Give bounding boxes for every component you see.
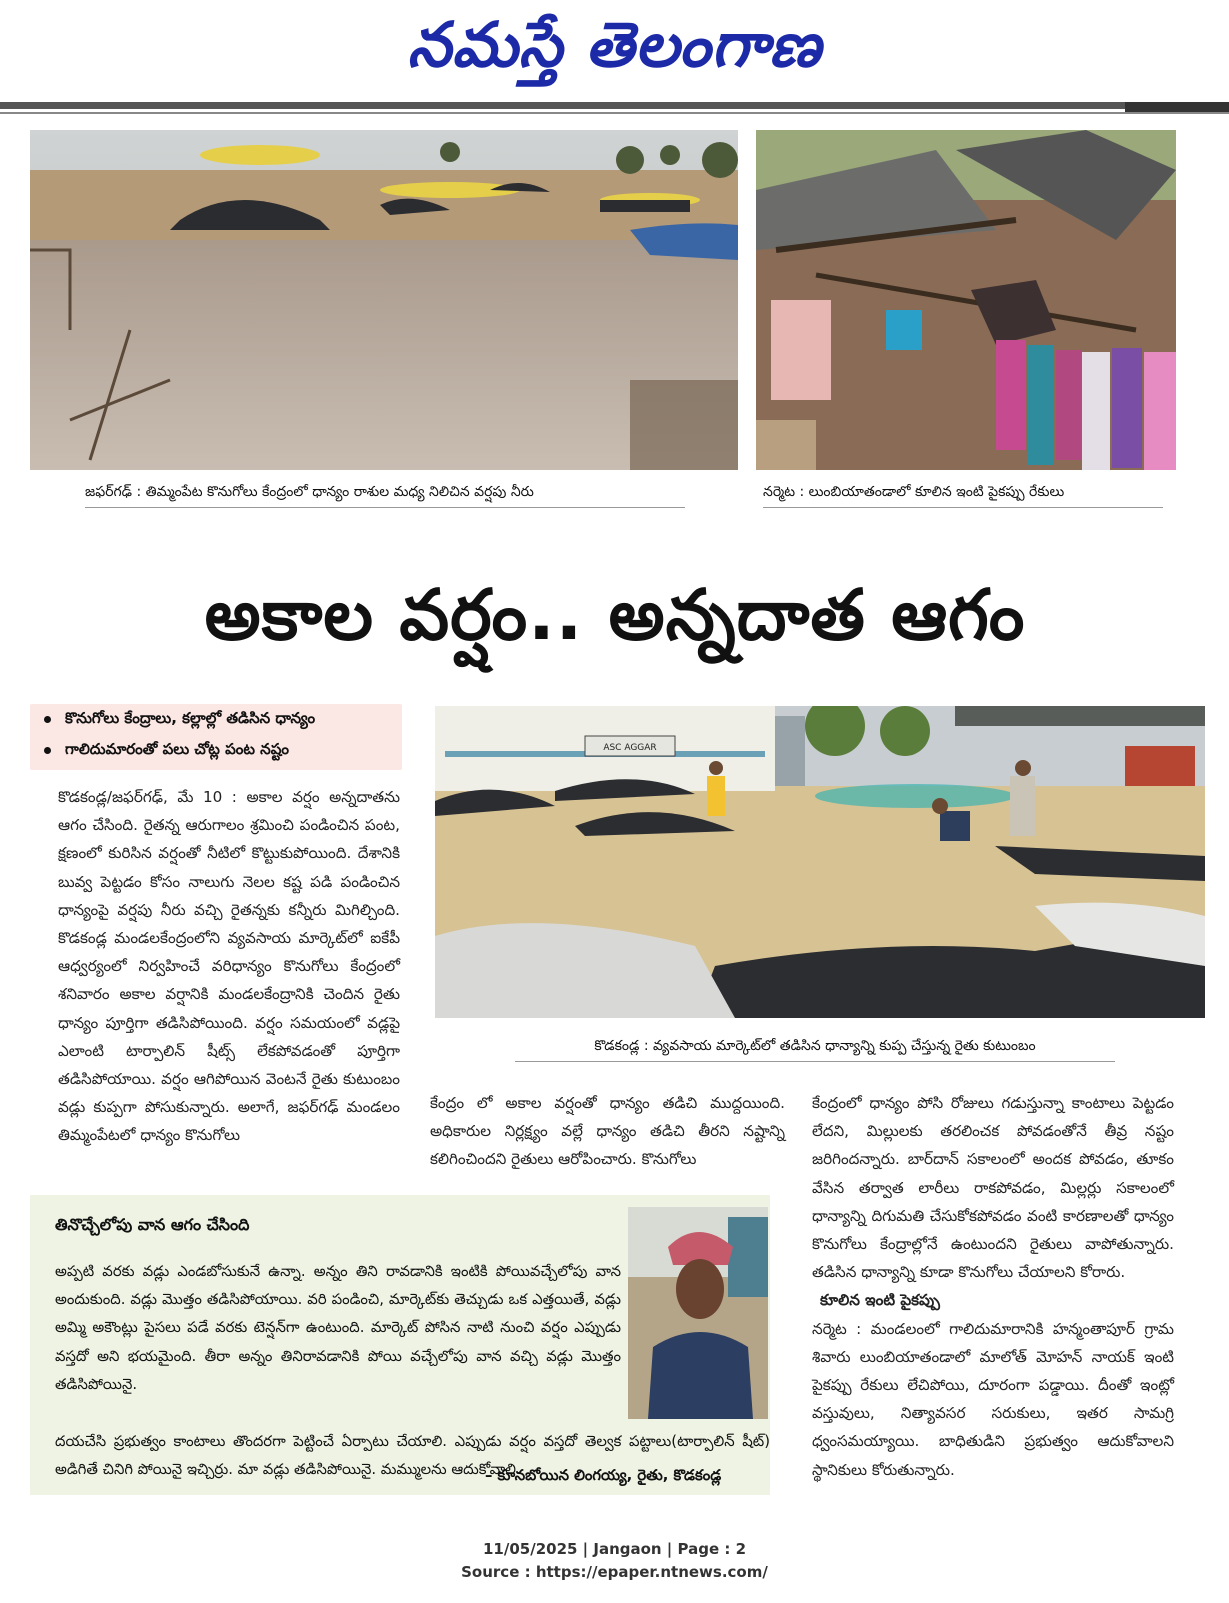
farmer-quote-text-1: అప్పటి వరకు వడ్లు ఎండబోసుకునే ఉన్నా. అన్నం తిని రావడానికి ఇంటికి పోయివచ్చేలోపు వాన అందుకుంది. వడ్లు మొత్తం తడిసిపోయాయి. వరి పండించి, మార్కెట్‌కు తెచ్చుడు ఒక ఎత్తయితే, వడ్లు అమ్మి అకౌంట్లు పైసలు పడే వరకు టెన్షన్‌గా ఉంటుంది. మార్కెట్‌ పోసిన నాటి నుంచి వర్షం ఎప్పుడు వస్తదో అని భయమైంది. తీరా అన్నం తినిరావడానికి పోయి వచ్చేలోపు వాన వచ్చి వడ్లు మొత్తం తడిసిపోయినై.	[55, 1263, 621, 1393]
bullet-points	[30, 704, 402, 770]
footer-source: Source : https://epaper.ntnews.com/	[461, 1563, 768, 1581]
article-column-3-para1: కేంద్రంలో ధాన్యం పోసి రోజులు గడుస్తున్నా కాంటాలు పెట్టడం లేదని, మిల్లులకు తరలించక పోవడంతోనే తీవ్ర నష్టం జరిగిందన్నారు. బార్‌దాన్‌ సకాలంలో అందక పోవడం, తూకం వేసిన తర్వాత లారీలు రాకపోవడం, మిల్లర్లు సకాలంలో ధాన్యాన్ని దిగుమతి చేసుకోకపోవడం వంటి కారణాలతో ధాన్యం కొనుగోలు కేంద్రాల్లోనే ఉంటుందని రైతులు వాపోతున్నారు. తడిసిన ధాన్యాన్ని కూడా కొనుగోలు చేయాలని కోరారు.	[812, 1094, 1174, 1282]
article-column-3	[812, 1089, 1174, 1484]
photo-flooded-grain-centre	[30, 130, 738, 470]
article-column-3-para2: నర్మెట : మండలంలో గాలిదుమారానికి హన్మంతాపూర్‌ గ్రామ శివారు లుంబియాతండాలో మాలోత్‌ మోహన్‌ నాయక్‌ ఇంటి పైకప్పు రేకులు లేచిపోయి, దూరంగా పడ్డాయి. దీంతో ఇంట్లో వస్తువులు, నిత్యావసర సరుకులు, ఇతర సామగ్రి ధ్వంసమయ్యాయి. బాధితుడిని ప్రభుత్వం ఆదుకోవాలని స్థానికులు కోరుతున్నారు.	[812, 1319, 1174, 1479]
article-subhead-roof: కూలిన ఇంటి పైకప్పు	[820, 1291, 940, 1310]
article-column-2: కేంద్రం లో అకాల వర్షంతో ధాన్యం తడిచి ముద్దయింది. అధికారుల నిర్లక్ష్యం వల్లే ధాన్యం తడిచి తీరని నష్టాన్ని కలిగించిందని రైతులు ఆరోపించారు. కొనుగోలు	[430, 1094, 785, 1169]
masthead-rule	[0, 102, 1229, 109]
masthead-rule-thin	[0, 112, 1229, 114]
bullet-dot-icon	[44, 747, 51, 754]
photo-collapsed-roof	[756, 130, 1176, 470]
market-sign: ASC AGGAR	[603, 743, 657, 753]
article-column-1: కొడకండ్ల/జఫర్‌గఢ్‌, మే 10 : అకాల వర్షం అన్నదాతను ఆగం చేసింది. రైతన్న ఆరుగాలం శ్రమించి పండించిన పంట, క్షణంలో కురిసిన వర్షంతో నీటిలో కొట్టుకుపోయింది. దేశానికి బువ్వ పెట్టడం కోసం నాలుగు నెలల కష్ట పడి పండించిన ధాన్యంపై వర్షపు నీరు వచ్చి రైతన్నకు కన్నీరు మిగిల్చింది. కొడకండ్ల మండలకేంద్రంలోని వ్యవసాయ మార్కెట్‌లో ఐకేపీ ఆధ్వర్యంలో నిర్వహించే వరిధాన్యం కొనుగోలు కేంద్రంలో శనివారం అకాల వర్షానికి మండలకేంద్రానికి చెందిన రైతు ధాన్యం పూర్తిగా తడిసిపోయింది. వర్షం సమయంలో వడ్లపై ఎలాంటి టార్పాలిన్‌ షీట్స్‌ లేకపోవడంతో పూర్తిగా తడిసిపోయాయి. వర్షం ఆగిపోయిన వెంటనే రైతు కుటుంబం వడ్లు కుప్పగా పోసుకున్నారు. అలాగే, జఫర్‌గఢ్‌ మండలం తిమ్మంపేటలో ధాన్యం కొనుగోలు	[58, 788, 400, 1145]
photo-caption-top-right: నర్మెట : లుంబియాతండాలో కూలిన ఇంటి పైకప్పు రేకులు	[763, 484, 1163, 508]
masthead-title: నమస్తే తెలంగాణ	[407, 8, 822, 81]
photo-farmer-portrait	[628, 1207, 768, 1419]
footer-date-edition: 11/05/2025 | Jangaon | Page : 2	[482, 1540, 747, 1558]
farmer-quote-title: తినొచ్చేలోపు వాన ఆగం చేసింది	[55, 1215, 250, 1234]
bullet-item: గాలిదుమారంతో పలు చోట్ల పంట నష్టం	[30, 735, 402, 766]
photo-caption-middle: కొడకండ్ల : వ్యవసాయ మార్కెట్‌లో తడిసిన ధాన్యాన్ని కుప్ప చేస్తున్న రైతు కుటుంబం	[515, 1038, 1115, 1062]
bullet-dot-icon	[44, 716, 51, 723]
photo-family-piling-grain	[435, 706, 1205, 1018]
bullet-item: కొనుగోలు కేంద్రాలు, కల్లాల్లో తడిసిన ధాన్యం	[30, 704, 402, 735]
farmer-quote-text-2: దయచేసి ప్రభుత్వం కాంటాలు తొందరగా పెట్టించే ఏర్పాటు చేయాలి. ఎప్పుడు వర్షం వస్తదో తెల్వక పట్టాలు(టార్పాలిన్‌ షీట్‌) అడిగితే చినిగి పోయినై ఇచ్చిర్రు. మా వడ్లు తడిసిపోయినై. మమ్ములను ఆదుకోవాలి.	[55, 1433, 770, 1479]
photo-caption-top-left: జఫర్‌గఢ్‌ : తిమ్మంపేట కొనుగోలు కేంద్రంలో ధాన్యం రాశుల మధ్య నిలిచిన వర్షపు నీరు	[85, 484, 685, 508]
farmer-quote-attribution: – కూనబోయిన లింగయ్య, రైతు, కొడకండ్ల	[485, 1467, 722, 1484]
headline: అకాల వర్షం.. అన్నదాత ఆగం	[204, 574, 1026, 656]
